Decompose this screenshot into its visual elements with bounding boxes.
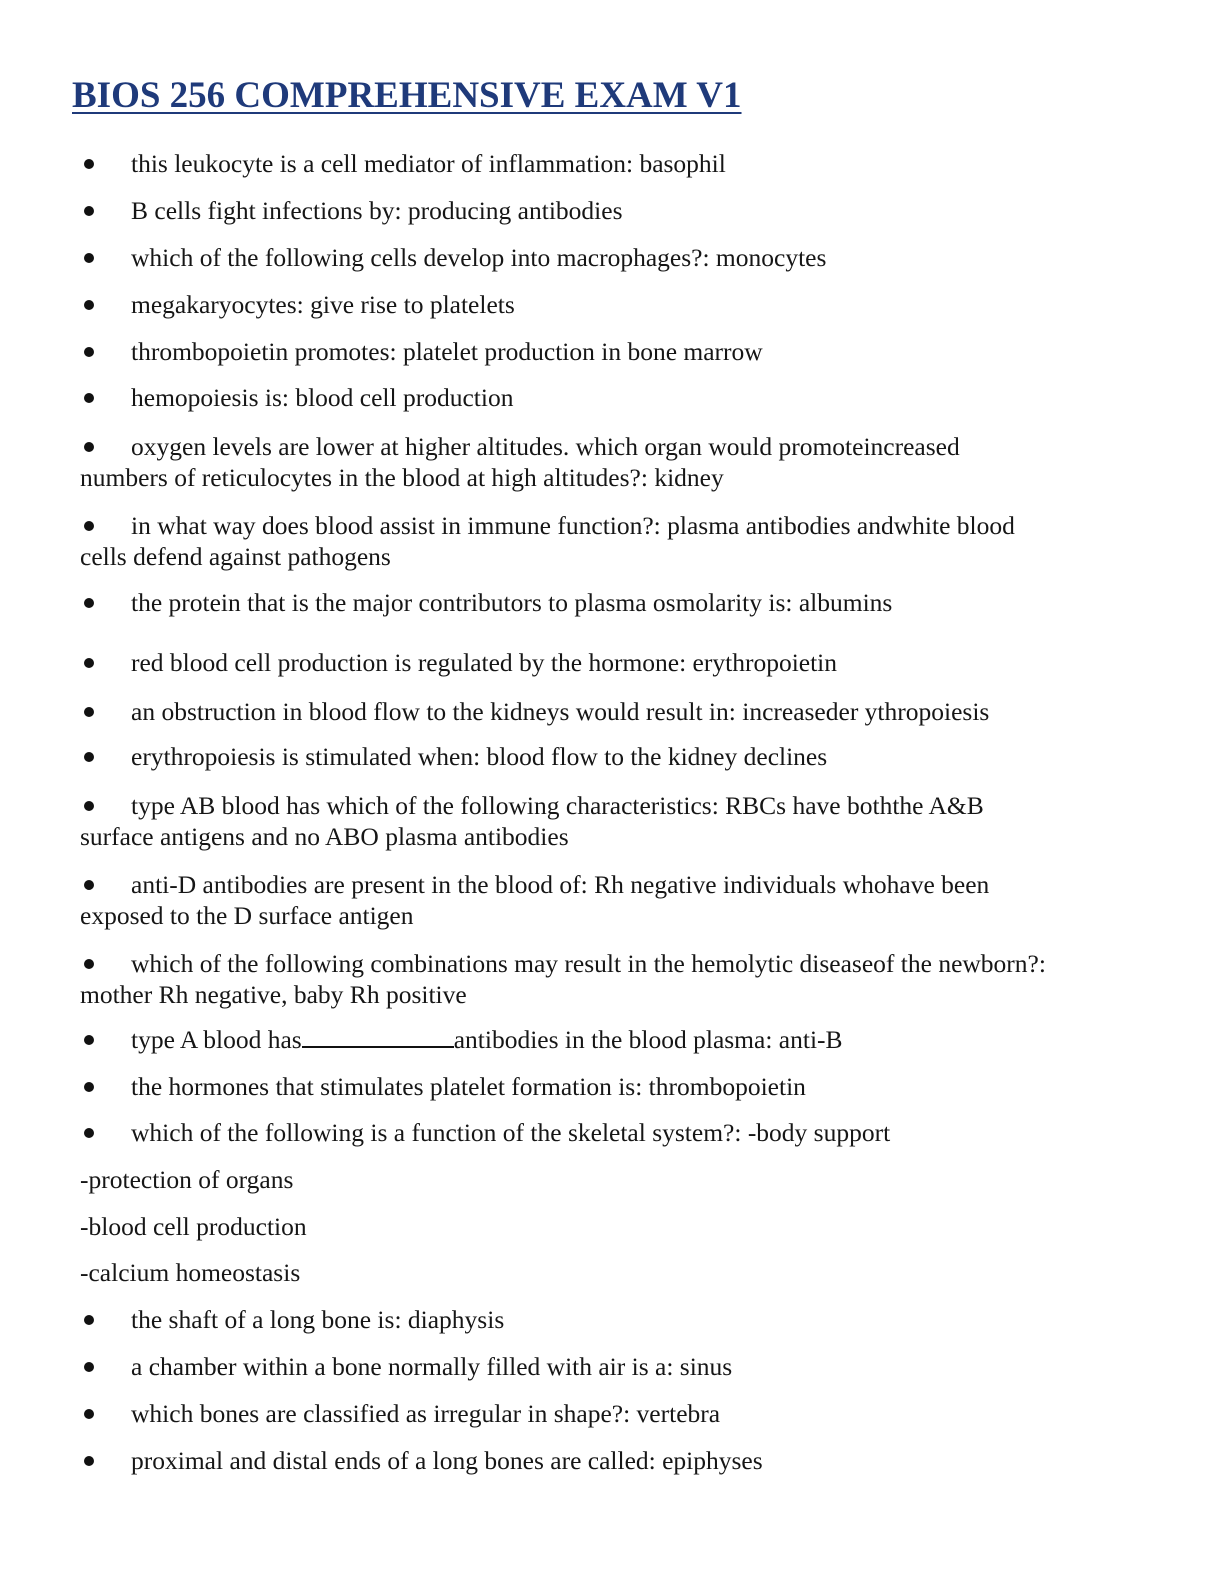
list-item: the hormones that stimulates platelet formation is: thrombopoietin xyxy=(80,1071,1140,1102)
list-item: erythropoiesis is stimulated when: blood flow to the kidney declines xyxy=(80,741,1140,772)
text-line: -protection of organs xyxy=(80,1165,294,1194)
bullet-icon xyxy=(84,521,94,531)
list-item: proximal and distal ends of a long bones are called: epiphyses xyxy=(80,1445,1140,1476)
list-item: red blood cell production is regulated by the hormone: erythropoietin xyxy=(80,647,1140,678)
bullet-icon xyxy=(84,1315,94,1325)
bullet-icon xyxy=(84,442,94,452)
list-item: the shaft of a long bone is: diaphysis xyxy=(80,1304,1140,1335)
bullet-icon xyxy=(84,880,94,890)
bullet-icon xyxy=(84,598,94,608)
text-line: -calcium homeostasis xyxy=(80,1258,301,1287)
bullet-icon xyxy=(84,801,94,811)
list-item: thrombopoietin promotes: platelet production in bone marrow xyxy=(80,336,1140,367)
bullet-icon xyxy=(84,1082,94,1092)
bullet-icon xyxy=(84,707,94,717)
fill-in-blank xyxy=(302,1026,454,1048)
list-item: which of the following combinations may result in the hemolytic diseaseof the newborn?: mother Rh negative, baby Rh positive xyxy=(80,949,1046,1009)
list-item: megakaryocytes: give rise to platelets xyxy=(80,289,1140,320)
list-item: an obstruction in blood flow to the kidneys would result in: increaseder ythropoiesis xyxy=(80,696,1140,727)
bullet-icon xyxy=(84,300,94,310)
list-item: type AB blood has which of the following characteristics: RBCs have boththe A&B surface antigens and no ABO plasma antibodies xyxy=(80,791,984,851)
document-title: BIOS 256 COMPREHENSIVE EXAM V1 xyxy=(72,75,742,116)
bullet-icon xyxy=(84,1128,94,1138)
bullet-icon xyxy=(84,206,94,216)
bullet-icon xyxy=(84,658,94,668)
list-item: a chamber within a bone normally filled with air is a: sinus xyxy=(80,1351,1140,1382)
bullet-icon xyxy=(84,393,94,403)
bullet-icon xyxy=(84,959,94,969)
list-item: oxygen levels are lower at higher altitudes. which organ would promoteincreased numbers of reticulocytes in the blood at high altitudes?: kidney xyxy=(80,432,960,492)
list-item: which of the following cells develop into macrophages?: monocytes xyxy=(80,242,1140,273)
list-item: in what way does blood assist in immune function?: plasma antibodies andwhite blood cells defend against pathogens xyxy=(80,511,1015,571)
list-item: this leukocyte is a cell mediator of inflammation: basophil xyxy=(80,148,1140,179)
bullet-icon xyxy=(84,347,94,357)
bullet-icon xyxy=(84,159,94,169)
list-item: which of the following is a function of the skeletal system?: -body support xyxy=(80,1117,1140,1148)
bullet-icon xyxy=(84,1035,94,1045)
list-item: which bones are classified as irregular in shape?: vertebra xyxy=(80,1398,1140,1429)
list-item: hemopoiesis is: blood cell production xyxy=(80,382,1140,413)
list-item: the protein that is the major contributors to plasma osmolarity is: albumins xyxy=(80,587,1140,618)
bullet-icon xyxy=(84,253,94,263)
list-item: type A blood has antibodies in the blood plasma: anti-B xyxy=(80,1024,1140,1055)
list-item: anti-D antibodies are present in the blood of: Rh negative individuals whohave been exposed to the D surface antigen xyxy=(80,870,990,930)
bullet-icon xyxy=(84,1456,94,1466)
bullet-icon xyxy=(84,752,94,762)
text-line: -blood cell production xyxy=(80,1212,307,1241)
list-item: B cells fight infections by: producing antibodies xyxy=(80,195,1140,226)
bullet-icon xyxy=(84,1362,94,1372)
bullet-icon xyxy=(84,1409,94,1419)
